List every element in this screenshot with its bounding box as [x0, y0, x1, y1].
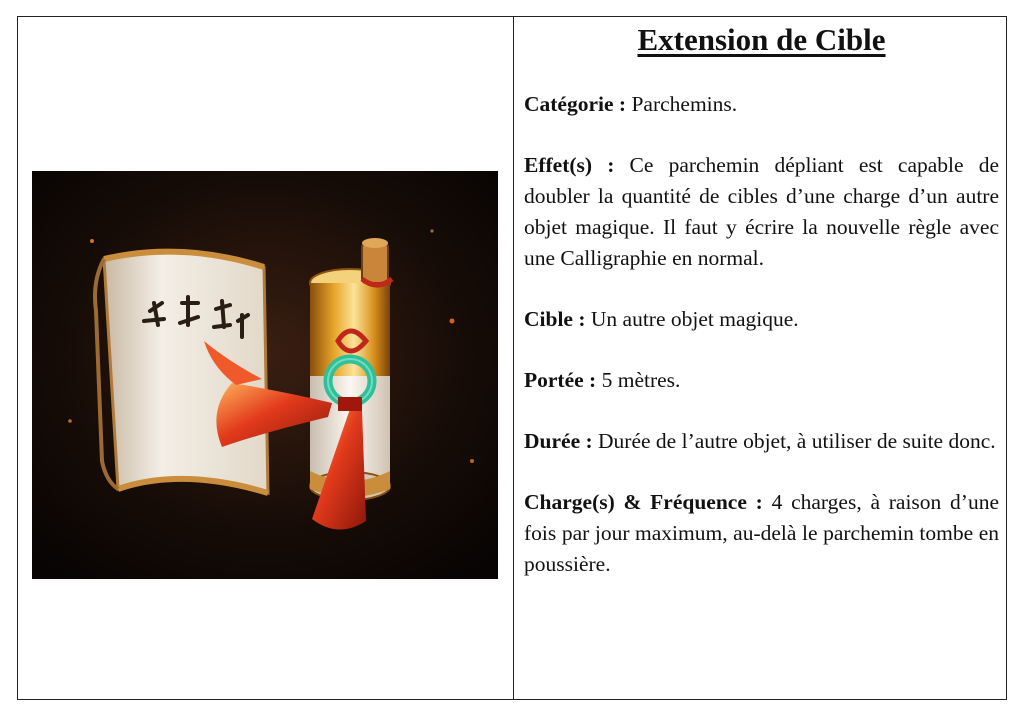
item-description — [524, 89, 999, 610]
scroll-icon — [32, 171, 498, 579]
field-value: 5 mètres. — [596, 368, 681, 392]
field-value: Durée de l’autre objet, à utiliser de suite donc. — [592, 429, 996, 453]
field-value: Parchemins. — [626, 92, 738, 116]
field-label: Durée : — [524, 429, 593, 453]
column-divider — [513, 17, 514, 699]
field-target — [524, 304, 999, 335]
field-value: Ce parchemin dépliant est capable de doubler la quantité de cibles d’une charge d’un autre objet magique. Il faut y écrire la nouvelle règle avec une Calligraphie en normal. — [524, 153, 999, 270]
item-title: Extension de Cible — [637, 22, 886, 57]
item-card — [17, 16, 1007, 700]
field-value: Un autre objet magique. — [585, 307, 799, 331]
scroll-illustration — [32, 171, 498, 579]
field-label: Charge(s) & Fréquence : — [524, 490, 763, 514]
field-label: Effet(s) : — [524, 153, 615, 177]
field-duration — [524, 426, 999, 457]
field-charges — [524, 487, 999, 580]
field-range — [524, 365, 999, 396]
field-value: 4 charges, à raison d’une fois par jour maximum, au-delà le parchemin tombe en poussière. — [524, 490, 1000, 576]
text-cell — [515, 17, 1008, 699]
field-effects — [524, 150, 999, 274]
field-label: Portée : — [524, 368, 597, 392]
field-label: Cible : — [524, 307, 586, 331]
field-label: Catégorie : — [524, 92, 627, 116]
field-category — [524, 89, 999, 120]
image-cell — [18, 17, 513, 699]
